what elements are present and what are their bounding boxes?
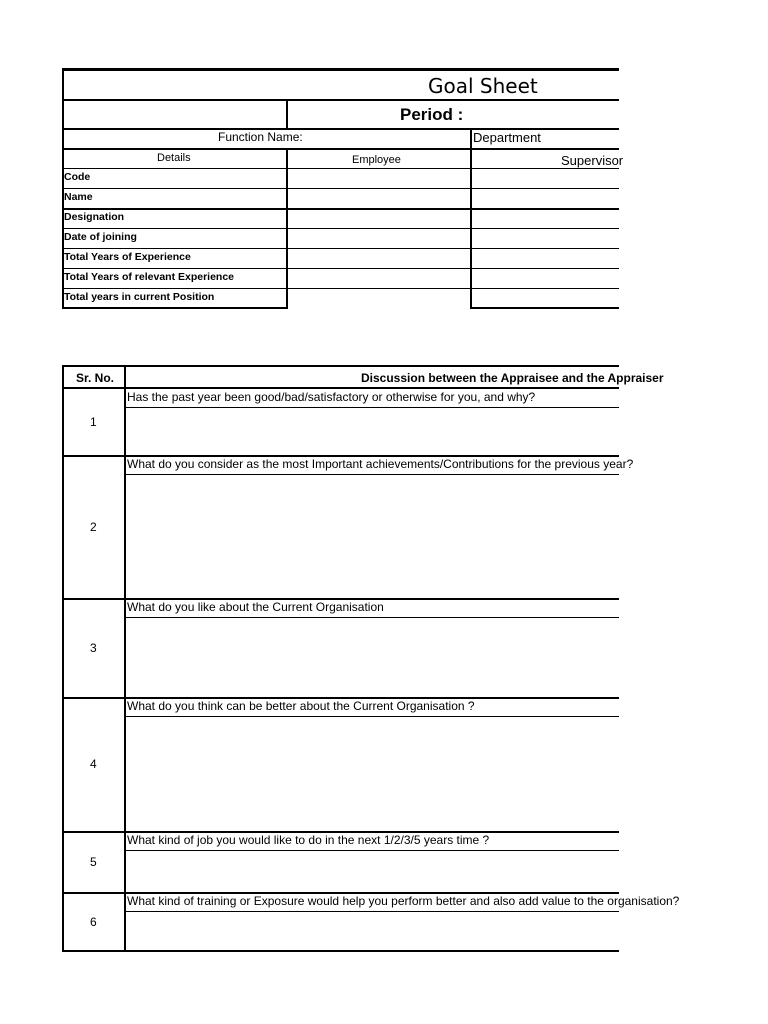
details-row-label: Name [64,191,93,203]
employee-column-header: Employee [352,154,401,166]
details-column-header: Details [157,152,191,164]
sheet-title: Goal Sheet [428,74,538,98]
row-number: 1 [90,415,97,429]
discussion-question: What do you consider as the most Important achievements/Contributions for the previous year? [127,457,634,471]
discussion-question: What kind of job you would like to do in the next 1/2/3/5 years time ? [127,833,490,847]
discussion-question: Has the past year been good/bad/satisfactory or otherwise for you, and why? [127,390,536,404]
discussion-row [0,388,619,455]
discussion-column-header: Discussion between the Appraisee and the Appraiser [361,371,664,385]
row-number: 2 [90,520,97,534]
discussion-row [0,598,619,697]
answer-area[interactable] [126,408,619,454]
answer-area[interactable] [126,717,619,830]
discussion-row [0,455,634,598]
supervisor-column-header: Supervisor [561,153,624,168]
function-name-label: Function Name: [218,130,303,144]
srno-column-header: Sr. No. [76,371,115,385]
answer-area[interactable] [126,618,619,696]
department-label: Department [473,130,541,145]
discussion-question: What do you think can be better about the Current Organisation ? [127,699,475,713]
row-number: 6 [90,915,97,929]
row-number: 4 [90,757,97,771]
discussion-question: What kind of training or Exposure would help you perform better and also add value to the organisation? [127,894,680,908]
answer-area[interactable] [126,475,619,597]
details-row-label: Designation [64,211,125,223]
discussion-row [0,892,680,951]
details-row-label: Code [64,171,91,183]
period-label: Period : [400,105,464,124]
discussion-row [0,831,619,892]
details-row-label: Date of joining [64,231,137,243]
discussion-row [0,697,619,831]
details-row-label: Total years in current Position [64,291,215,303]
row-number: 5 [90,855,97,869]
details-row-label: Total Years of relevant Experience [64,271,235,283]
answer-area[interactable] [126,851,619,891]
row-number: 3 [90,641,97,655]
details-row-label: Total Years of Experience [64,251,191,263]
discussion-question: What do you like about the Current Organisation [127,600,384,614]
answer-area[interactable] [126,912,619,950]
